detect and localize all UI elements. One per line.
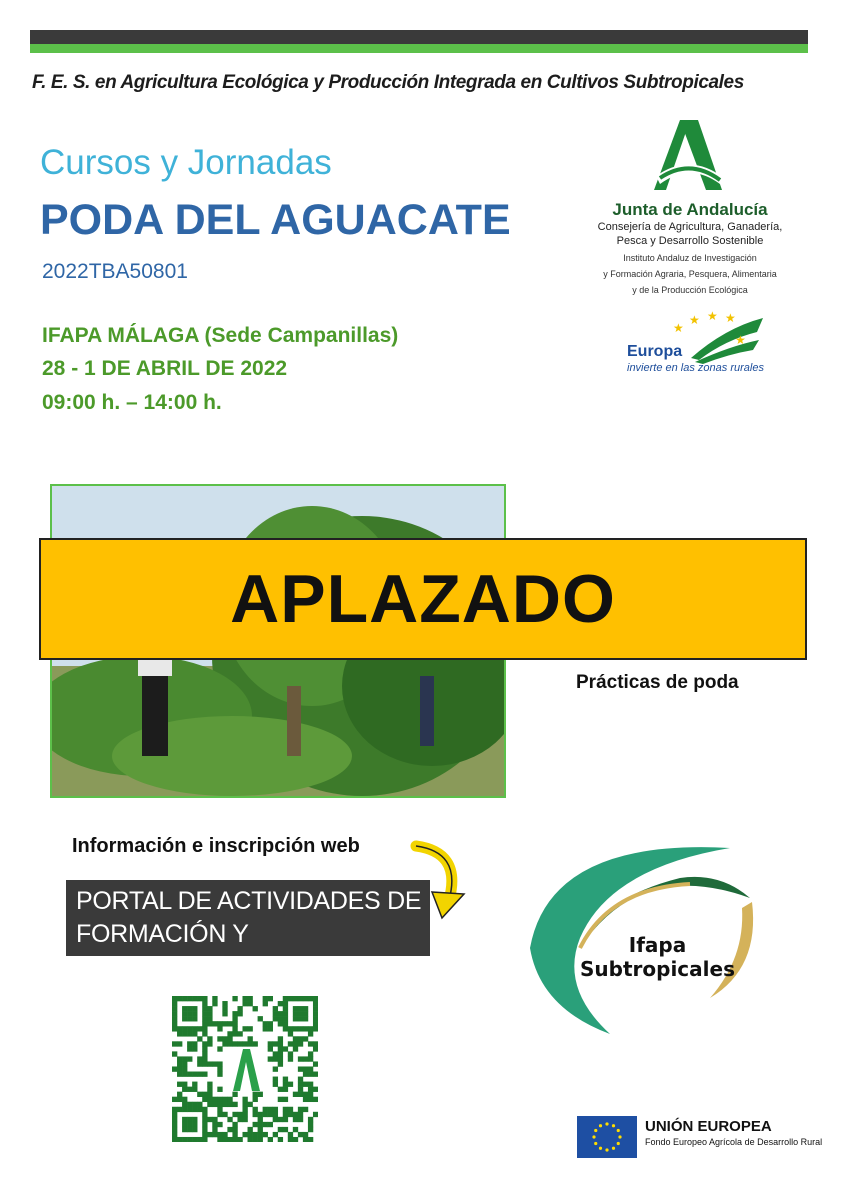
postponed-banner — [39, 538, 807, 660]
svg-text:★: ★ — [735, 333, 746, 347]
eu-name: UNIÓN EUROPEA — [645, 1118, 772, 1135]
eu-stars-icon — [577, 1116, 637, 1158]
svg-text:★: ★ — [689, 313, 700, 327]
course-code: 2022TBA50801 — [42, 260, 188, 283]
qr-code[interactable] — [172, 996, 318, 1142]
course-title: PODA DEL AGUACATE — [40, 196, 511, 244]
top-bar-green — [30, 44, 808, 53]
registration-info: Información e inscripción web — [72, 835, 360, 857]
junta-a-icon — [650, 118, 730, 193]
ifapa-label-1: Ifapa — [628, 933, 687, 957]
junta-name: Junta de Andalucía — [612, 200, 768, 219]
course-series: Cursos y Jornadas — [40, 143, 332, 182]
course-hours: 09:00 h. – 14:00 h. — [42, 391, 222, 414]
curved-arrow-icon — [398, 838, 468, 928]
portal-line-2: FORMACIÓN Y TRANSFERENCIA — [76, 920, 284, 981]
ifapa-subtropicales-logo — [520, 838, 770, 1038]
postponed-label: APLAZADO — [230, 561, 616, 637]
europa-label: Europa — [627, 343, 683, 360]
eu-flag — [577, 1116, 637, 1158]
ifapa-label-2: Subtropicales — [580, 957, 735, 981]
svg-text:★: ★ — [707, 310, 718, 323]
junta-inst-1: Instituto Andaluz de Investigación — [623, 253, 757, 263]
program-title: F. E. S. en Agricultura Ecológica y Producción Integrada en Cultivos Subtropicales — [32, 72, 744, 93]
top-bar-dark — [30, 30, 808, 44]
portal-line-1: PORTAL DE ACTIVIDADES DE — [76, 887, 422, 915]
junta-inst-2: y Formación Agraria, Pesquera, Alimentaria — [603, 269, 777, 279]
qr-center-logo — [233, 1049, 260, 1091]
svg-text:★: ★ — [725, 311, 736, 325]
eu-text — [645, 1118, 822, 1147]
europa-sub-label: invierte en las zonas rurales — [627, 362, 764, 374]
svg-text:★: ★ — [673, 321, 684, 335]
junta-dept-1: Consejería de Agricultura, Ganadería, — [597, 221, 783, 233]
europa-rural-logo — [625, 310, 775, 380]
junta-dept-2: Pesca y Desarrollo Sostenible — [616, 235, 764, 247]
portal-link[interactable] — [66, 880, 430, 981]
photo-caption: Prácticas de poda — [576, 672, 739, 693]
junta-inst-3: y de la Producción Ecológica — [632, 285, 748, 295]
junta-andalucia-logo — [585, 118, 795, 298]
course-location: IFAPA MÁLAGA (Sede Campanillas) — [42, 324, 399, 347]
eu-fund: Fondo Europeo Agrícola de Desarrollo Rural — [645, 1137, 823, 1147]
course-dates: 28 - 1 DE ABRIL DE 2022 — [42, 357, 288, 380]
